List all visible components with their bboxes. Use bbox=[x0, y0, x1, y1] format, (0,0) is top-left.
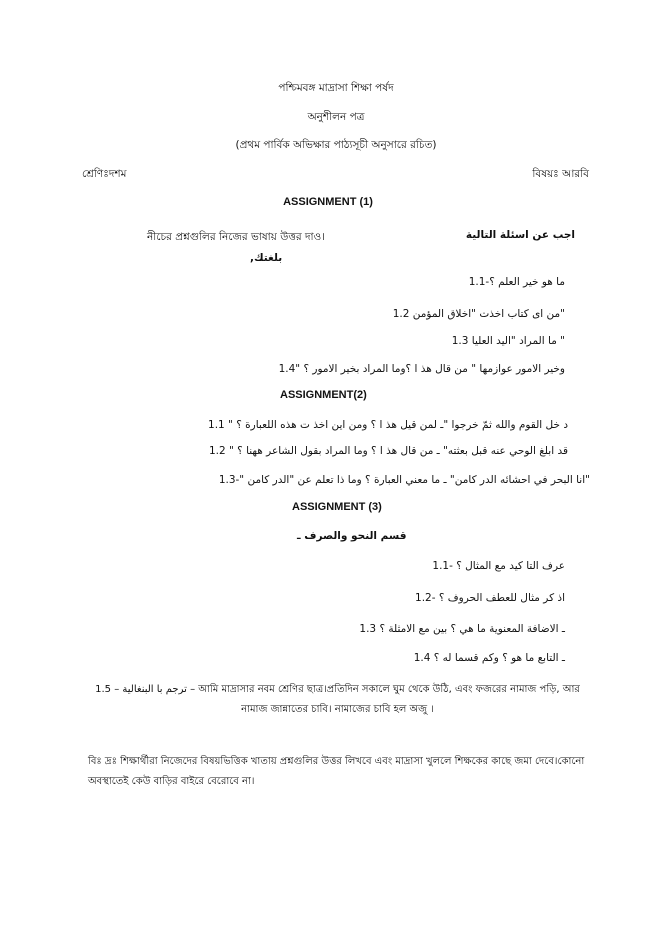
question-3-2: 1.2- اذ كر مثال للعطف الحروف ؟ bbox=[415, 592, 565, 604]
footer-note: বিঃ দ্রঃ শিক্ষার্থীরা নিজেদের বিষয়ভিত্তিক খাতায় প্রশ্নগুলির উত্তর লিখবে এবং মাদ্রাসা খুললে শিক্ষকের কাছে জমা দেবে।কোনো অবস্থাতেই কেউ বাড়ির বাইরে বেরোবে না। bbox=[88, 756, 585, 787]
board-name: পশ্চিমবঙ্গ মাদ্রাসা শিক্ষা পর্ষদ bbox=[278, 82, 394, 94]
translation-text: আমি মাদ্রাসার নবম শ্রেণির ছাত্র।প্রতিদিন সকালে ঘুম থেকে উঠি, এবং ফজরের নামাজ পড়ি, আর নামাজ জান্নাতের চাবি। নামাজের চাবি হল অজু । bbox=[198, 684, 580, 715]
question-2-3: 1.3-" انا البحر في احشائه الدر كامن" ـ ما معني العبارة ؟ وما ذا تعلم عن "الدر كامن" bbox=[218, 474, 590, 486]
question-3-3: 1.3 ـ الاضافة المعنوية ما هي ؟ بين مع الامثلة ؟ bbox=[359, 623, 565, 635]
question-1-1: 1.1-ما هو خير العلم ؟ bbox=[468, 276, 565, 288]
question-2-1: 1.1 " د خل القوم والله ثمّ خرجوا "ـ لمن قيل هذ ا ؟ ومن اين اخذ ت هذه اللعبارة ؟ bbox=[208, 419, 568, 431]
document-subtitle: (প্রথম পার্বিক অভিক্ষার পাঠ্যসূচী অনুসারে রচিত) bbox=[235, 139, 437, 151]
question-1-2: 1.2 من اى كتاب اخذت "اخلاق المؤمن" bbox=[392, 308, 565, 320]
question-3-4: 1.4 ـ التابع ما هو ؟ وكم قسما له ؟ bbox=[413, 652, 565, 664]
question-1-3: 1.3 ما المراد "اليد العليا " bbox=[451, 335, 565, 347]
document-title: অনুশীলন পত্র bbox=[307, 111, 365, 123]
question-3-1: 1.1- عرف التا كيد مع المثال ؟ bbox=[432, 560, 565, 572]
instruction-arabic: اجب عن اسئلة التالية bbox=[465, 229, 575, 241]
instruction-bengali: নীচের প্রশ্নগুলির নিজের ভাষায় উত্তর দাও। bbox=[147, 231, 326, 243]
assignment2-title: ASSIGNMENT(2) bbox=[280, 389, 367, 401]
assignment1-title: ASSIGNMENT (1) bbox=[283, 196, 373, 208]
translation-label: 1.5 – ترجم با البنغالية – bbox=[95, 684, 196, 695]
question-1-4: 1.4" وخير الامور عوازمها " من قال هذ ا ؟وما المراد بخير الامور ؟ bbox=[278, 363, 565, 375]
section-heading: قسم النحو والصرف ـ bbox=[297, 530, 407, 542]
translation-question bbox=[85, 680, 590, 720]
assignment3-title: ASSIGNMENT (3) bbox=[292, 501, 382, 513]
class-label: শ্রেণিঃদশম bbox=[82, 168, 127, 180]
subject-label: বিষয়ঃ আরবি bbox=[532, 168, 589, 180]
in-your-language: بلغتك, bbox=[250, 252, 283, 264]
question-2-2: 1.2 " قد ابلغ الوحي عنه قبل بعثته" ـ من قال هذ ا ؟ وما المراد بقول الشاعر ههنا ؟ bbox=[208, 445, 568, 457]
